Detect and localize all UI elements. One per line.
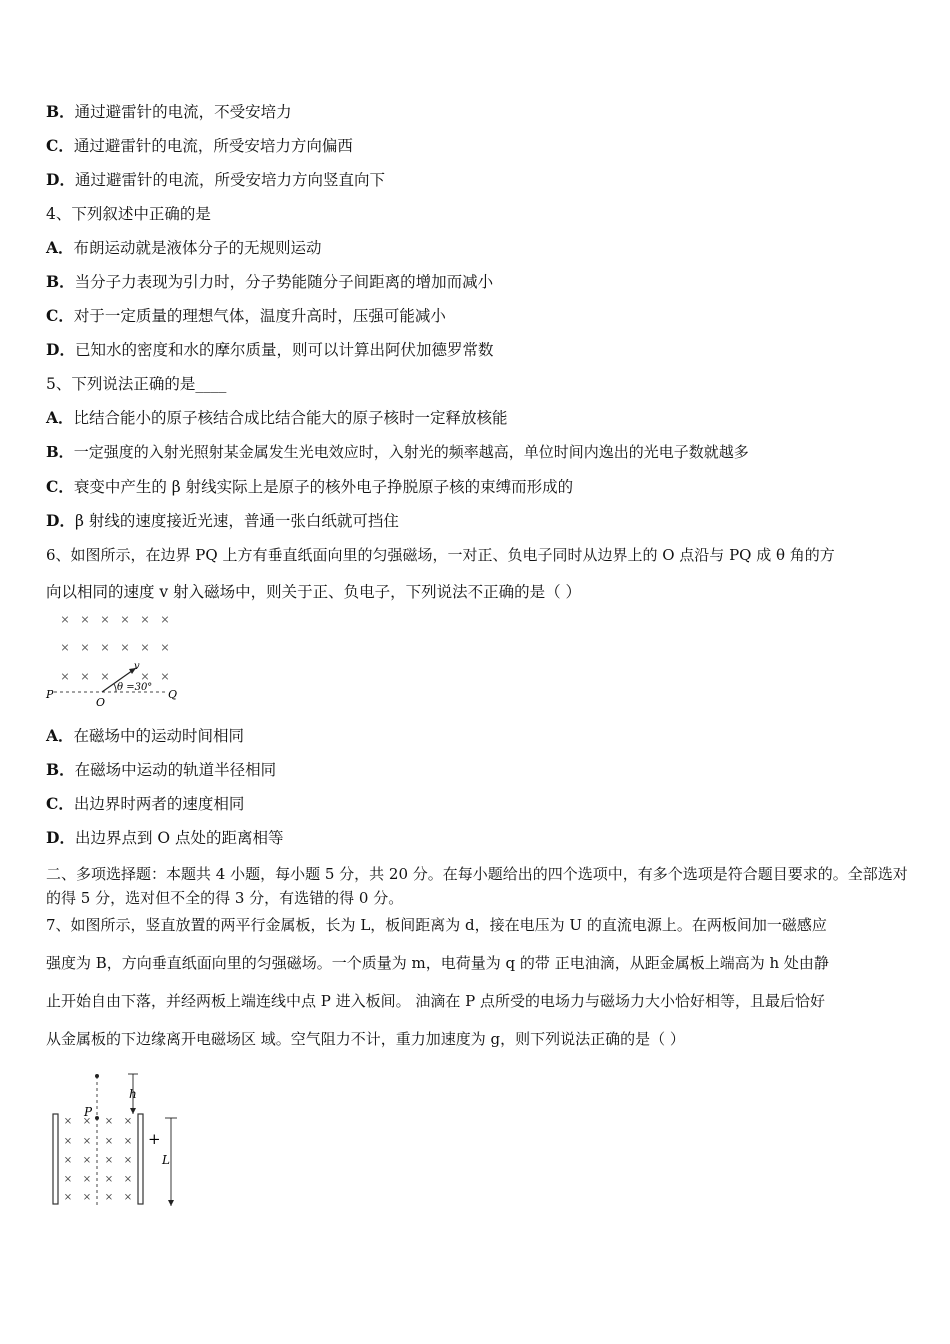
l-label: L xyxy=(162,1153,170,1167)
oil-drop xyxy=(95,1074,99,1078)
q5-option-a xyxy=(46,408,910,428)
q3-option-b xyxy=(46,102,910,122)
svg-text:×: × xyxy=(100,613,110,626)
q6-stem-line-1: 6、如图所示，在边界 PQ 上方有垂直纸面向里的匀强磁场，一对正、负电子同时从边界上的 O 点沿与 PQ 成 θ 角的方 xyxy=(46,546,835,564)
svg-text:×: × xyxy=(140,641,150,654)
svg-text:×: × xyxy=(123,1116,133,1127)
q7-stem-line-2: 强度为 B，方向垂直纸面向里的匀强磁场。一个质量为 m，电荷量为 q 的带 正电油滴，从距金属板上端高为 h 处由静 xyxy=(46,954,829,972)
svg-text:×: × xyxy=(123,1155,133,1166)
q6-magnetic-field-figure xyxy=(44,608,194,712)
svg-text:×: × xyxy=(60,641,70,654)
q6-option-b xyxy=(46,760,910,780)
svg-text:×: × xyxy=(160,670,170,683)
option-label: B． xyxy=(46,102,75,121)
svg-text:×: × xyxy=(60,670,70,683)
option-label: C． xyxy=(46,477,74,496)
q4-option-c xyxy=(46,306,910,326)
svg-text:×: × xyxy=(82,1136,92,1147)
option-text: 对于一定质量的理想气体，温度升高时，压强可能减小 xyxy=(73,307,446,325)
svg-text:×: × xyxy=(80,613,90,626)
option-text: 衰变中产生的 β 射线实际上是原子的核外电子挣脱原子核的束缚而形成的 xyxy=(73,478,574,496)
option-text: β 射线的速度接近光速，普通一张白纸就可挡住 xyxy=(74,512,399,530)
q6-option-d xyxy=(46,828,910,848)
svg-text:×: × xyxy=(100,641,110,654)
option-text: 当分子力表现为引力时，分子势能随分子间距离的增加而减小 xyxy=(74,273,494,291)
svg-text:×: × xyxy=(82,1192,92,1203)
svg-text:×: × xyxy=(63,1192,73,1203)
field-crosses xyxy=(60,613,169,683)
q4-option-b xyxy=(46,272,910,292)
svg-text:×: × xyxy=(123,1192,133,1203)
option-text: 一定强度的入射光照射某金属发生光电效应时，入射光的频率越高，单位时间内逸出的光电子数就越多 xyxy=(73,443,749,461)
option-text: 出边界点到 O 点处的距离相等 xyxy=(74,829,284,847)
q7-stem-line-4: 从金属板的下边缘离开电磁场区 域。空气阻力不计，重力加速度为 g，则下列说法正确的是（ ） xyxy=(46,1030,685,1048)
option-text: 已知水的密度和水的摩尔质量，则可以计算出阿伏加德罗常数 xyxy=(74,341,494,359)
svg-text:×: × xyxy=(82,1174,92,1185)
field-crosses xyxy=(64,1116,132,1203)
svg-text:×: × xyxy=(140,613,150,626)
option-label: B． xyxy=(46,760,75,779)
option-label: C． xyxy=(46,306,74,325)
svg-text:×: × xyxy=(100,670,110,683)
option-text: 布朗运动就是液体分子的无规则运动 xyxy=(73,239,322,257)
h-label: h xyxy=(129,1087,137,1101)
q3-option-c xyxy=(46,136,910,156)
svg-text:×: × xyxy=(123,1174,133,1185)
point-p-dot xyxy=(95,1116,99,1120)
q6-stem-line-2: 向以相同的速度 v 射入磁场中，则关于正、负电子，下列说法不正确的是（ ） xyxy=(46,583,582,601)
svg-text:×: × xyxy=(104,1192,114,1203)
option-text: 在磁场中的运动时间相同 xyxy=(73,727,245,745)
svg-text:×: × xyxy=(104,1174,114,1185)
svg-text:×: × xyxy=(120,641,130,654)
svg-text:×: × xyxy=(63,1116,73,1127)
option-label: D． xyxy=(46,511,75,530)
q5-option-b xyxy=(46,442,910,462)
option-label: C． xyxy=(46,794,74,813)
svg-text:×: × xyxy=(63,1174,73,1185)
svg-text:×: × xyxy=(160,613,170,626)
l-arrowhead xyxy=(168,1200,174,1206)
svg-text:×: × xyxy=(60,613,70,626)
theta-arc xyxy=(114,684,116,692)
option-text: 出边界时两者的速度相同 xyxy=(73,795,245,813)
option-text: 通过避雷针的电流，不受安培力 xyxy=(74,103,292,121)
option-label: D． xyxy=(46,170,75,189)
svg-text:×: × xyxy=(80,641,90,654)
svg-text:×: × xyxy=(140,670,150,683)
theta-label: θ =30° xyxy=(117,682,153,693)
q4-stem: 4、下列叙述中正确的是 xyxy=(46,205,211,223)
option-label: B． xyxy=(46,272,75,291)
svg-text:×: × xyxy=(82,1155,92,1166)
svg-text:×: × xyxy=(104,1116,114,1127)
svg-text:×: × xyxy=(104,1136,114,1147)
svg-text:×: × xyxy=(104,1155,114,1166)
plus-label: + xyxy=(148,1130,161,1148)
p-label: P xyxy=(46,688,54,701)
q7-parallel-plates-figure xyxy=(44,1066,194,1212)
q5-option-d xyxy=(46,511,910,531)
section-2-heading: 二、多项选择题：本题共 4 小题，每小题 5 分，共 20 分。在每小题给出的四个选项中，有多个选项是符合题目要求的。全部选对的得 5 分，选对但不全的得 3 分，有选错的得 0 分。 xyxy=(46,865,908,907)
svg-text:×: × xyxy=(63,1136,73,1147)
svg-text:×: × xyxy=(120,613,130,626)
option-label: C． xyxy=(46,136,74,155)
svg-text:×: × xyxy=(123,1136,133,1147)
svg-text:×: × xyxy=(82,1116,92,1127)
option-text: 通过避雷针的电流，所受安培力方向偏西 xyxy=(73,137,353,155)
q4-option-d xyxy=(46,340,910,360)
q3-option-d xyxy=(46,170,910,190)
right-metal-plate xyxy=(138,1114,143,1204)
option-label: A． xyxy=(46,238,74,257)
option-text: 比结合能小的原子核结合成比结合能大的原子核时一定释放核能 xyxy=(73,409,508,427)
svg-text:×: × xyxy=(80,670,90,683)
q7-stem-line-3: 止开始自由下落，并经两板上端连线中点 P 进入板间。 油滴在 P 点所受的电场力与磁场力大小恰好相等，且最后恰好 xyxy=(46,992,826,1010)
o-label: O xyxy=(96,696,106,709)
left-metal-plate xyxy=(53,1114,58,1204)
p-label: P xyxy=(84,1105,93,1119)
h-arrowhead xyxy=(130,1108,136,1114)
q7-stem-line-1: 7、如图所示，竖直放置的两平行金属板，长为 L，板间距离为 d，接在电压为 U 的直流电源上。在两板间加一磁感应 xyxy=(46,916,827,934)
option-text: 在磁场中运动的轨道半径相同 xyxy=(74,761,277,779)
option-label: B． xyxy=(46,443,74,461)
q5-stem: 5、下列说法正确的是____ xyxy=(46,375,227,393)
q6-option-a xyxy=(46,726,910,746)
q6-option-c xyxy=(46,794,910,814)
option-text: 通过避雷针的电流，所受安培力方向竖直向下 xyxy=(74,171,385,189)
q4-option-a xyxy=(46,238,910,258)
option-label: D． xyxy=(46,340,75,359)
q-label: Q xyxy=(168,688,178,701)
svg-text:×: × xyxy=(160,641,170,654)
svg-text:×: × xyxy=(63,1155,73,1166)
option-label: D． xyxy=(46,828,75,847)
option-label: A． xyxy=(46,408,74,427)
q5-option-c xyxy=(46,477,910,497)
option-label: A． xyxy=(46,726,74,745)
v-label: v xyxy=(134,661,140,672)
